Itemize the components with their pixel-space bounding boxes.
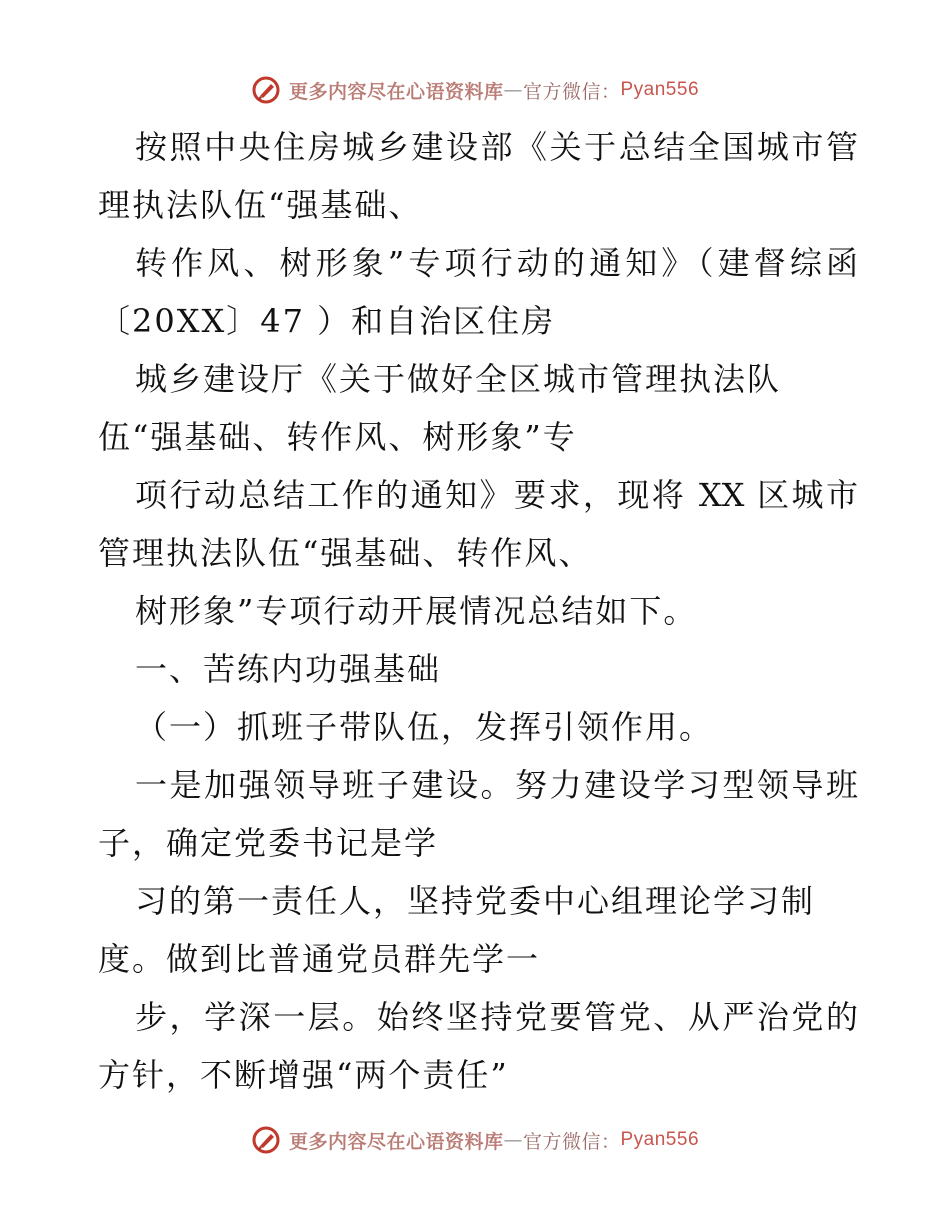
paragraph-line: 管理执法队伍“强基础、转作风、	[98, 534, 593, 572]
footer-account-text: Pyan556	[620, 1129, 700, 1150]
header-separator: —	[503, 79, 523, 101]
footer-official-text: 官方微信：	[522, 1130, 621, 1153]
paragraph-line: 一是加强领导班子建设。努力建设学习型领导班	[135, 766, 858, 804]
section-heading: 一、苦练内功强基础	[135, 650, 442, 688]
document-body	[98, 118, 858, 1104]
paragraph-line: 度。做到比普通党员群先学一	[98, 940, 541, 978]
footer-separator: —	[503, 1129, 523, 1151]
header-account-text: Pyan556	[620, 79, 700, 100]
pen-logo-icon	[251, 75, 281, 105]
paragraph-line: 理执法队伍“强基础、	[98, 186, 423, 224]
paragraph-line: 〔20XX〕47 ）和自治区住房	[98, 302, 556, 340]
header-watermark	[0, 70, 950, 110]
paragraph-line: 子，确定党委书记是学	[98, 824, 439, 862]
paragraph-line: 城乡建设厅《关于做好全区城市管理执法队	[135, 360, 782, 398]
paragraph-line: 步，学深一层。始终坚持党要管党、从严治党的	[135, 998, 858, 1036]
footer-watermark	[0, 1120, 950, 1160]
paragraph-line: 按照中央住房城乡建设部《关于总结全国城市管	[135, 128, 858, 166]
paragraph-line: 树形象”专项行动开展情况总结如下。	[135, 592, 698, 630]
paragraph-line: 转作风、树形象”专项行动的通知》（建督综函	[135, 244, 858, 282]
header-official-text: 官方微信：	[522, 80, 621, 103]
pen-logo-icon	[251, 1125, 281, 1155]
header-brand-text: 更多内容尽在心语资料库	[288, 80, 504, 103]
paragraph-line: 方针，不断增强“两个责任”	[98, 1056, 509, 1094]
footer-brand-text: 更多内容尽在心语资料库	[288, 1130, 504, 1153]
subsection-heading: （一）抓班子带队伍，发挥引领作用。	[135, 708, 714, 746]
paragraph-line: 伍“强基础、转作风、树形象”专	[98, 418, 577, 456]
paragraph-line: 项行动总结工作的通知》要求，现将 XX 区城市	[135, 476, 858, 514]
paragraph-line: 习的第一责任人，坚持党委中心组理论学习制	[135, 882, 816, 920]
